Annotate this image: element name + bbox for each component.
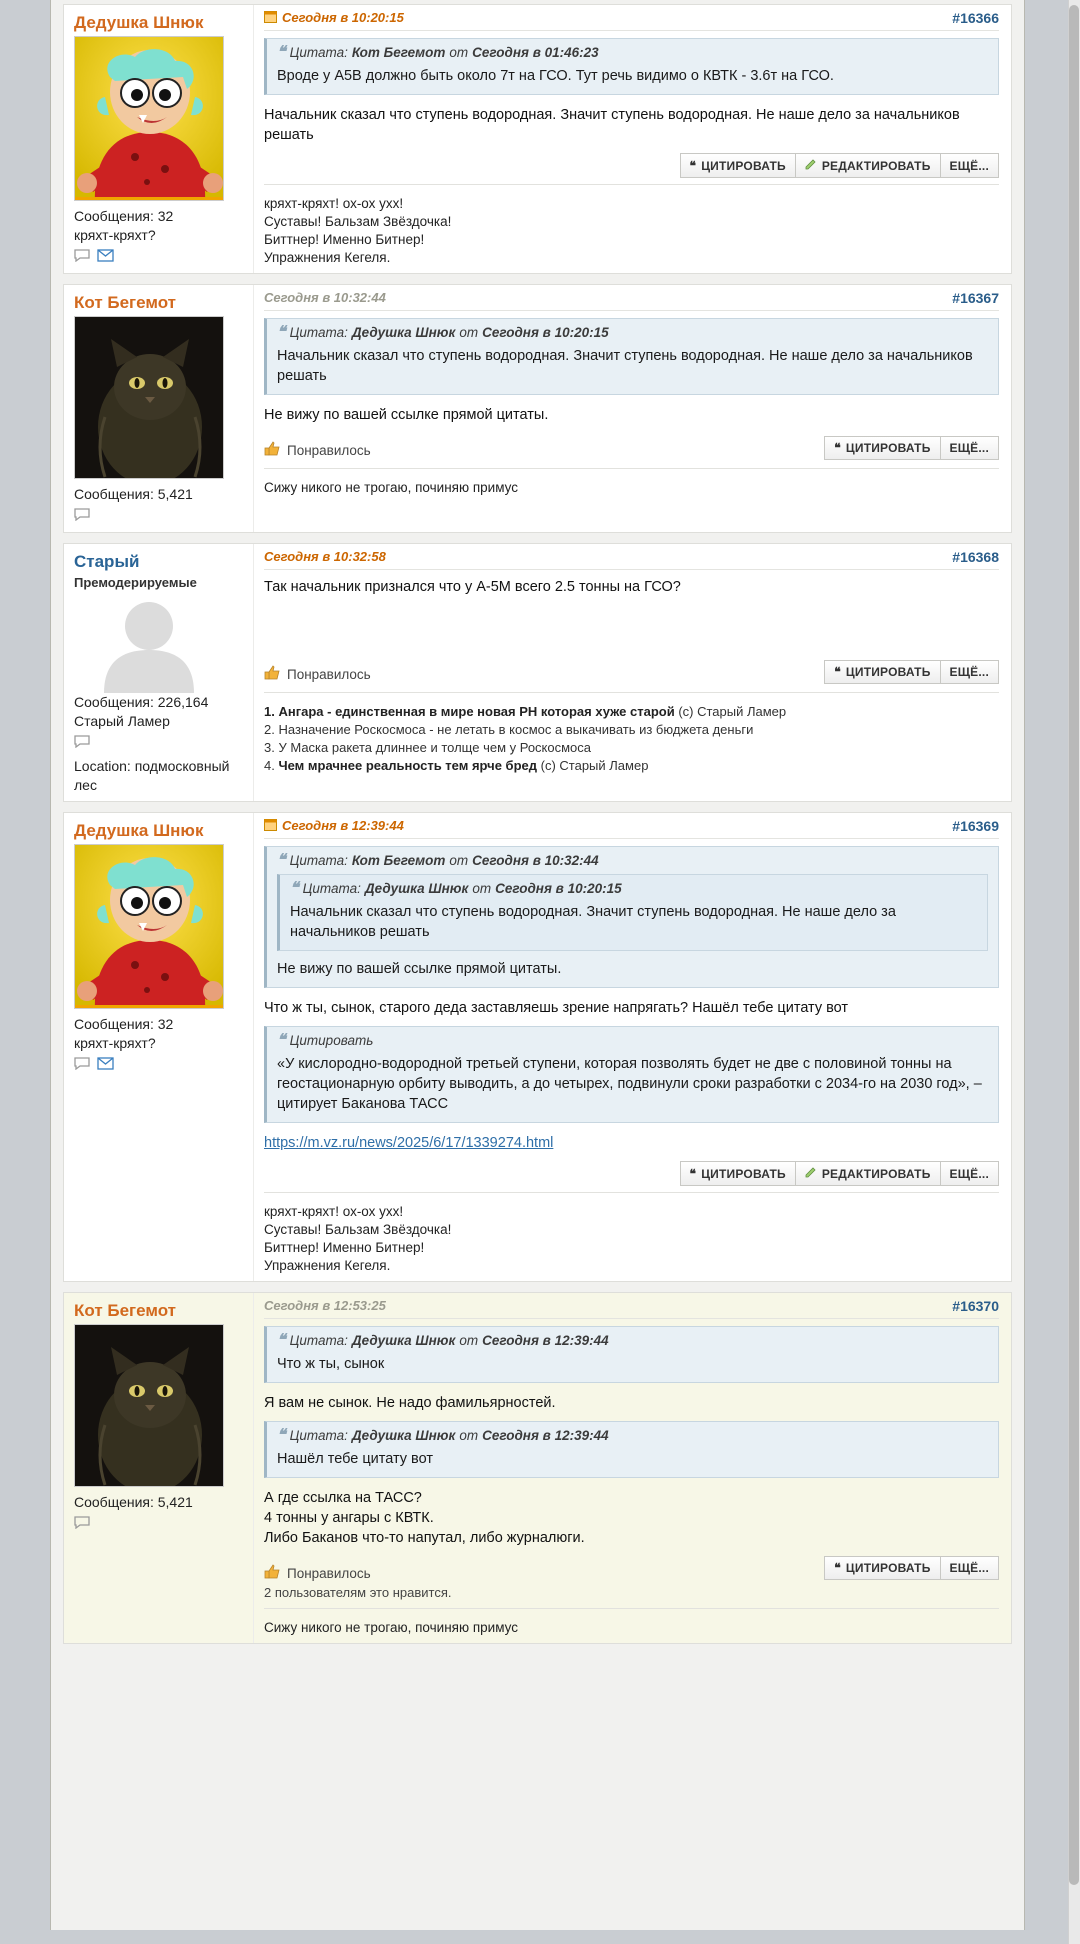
quote-author[interactable]: Кот Бегемот bbox=[351, 853, 446, 868]
comment-bubble-icon[interactable] bbox=[74, 249, 90, 267]
post-date: Сегодня в 12:53:25 bbox=[264, 1298, 386, 1313]
quote-block bbox=[264, 846, 999, 988]
post-message-count: Сообщения: 5,421 bbox=[74, 486, 193, 502]
post-username[interactable]: Дедушка Шнюк bbox=[74, 821, 204, 840]
comment-bubble-icon[interactable] bbox=[74, 735, 90, 753]
quote-header bbox=[277, 45, 988, 60]
quote-block bbox=[264, 38, 999, 95]
signature-tail: (с) Старый Ламер bbox=[678, 704, 787, 719]
message-line: А где ссылка на ТАСС? bbox=[264, 1490, 422, 1506]
like-label: Понравилось bbox=[287, 443, 371, 458]
post-header bbox=[264, 285, 999, 311]
quote-date: Сегодня в 12:39:44 bbox=[482, 1428, 609, 1443]
quote-icon: ❝ bbox=[277, 1332, 286, 1349]
quote-header bbox=[277, 1333, 988, 1348]
post-username[interactable]: Дедушка Шнюк bbox=[74, 13, 204, 32]
signature-line: Биттнер! Именно Битнер! bbox=[264, 232, 425, 247]
more-button-label: ЕЩЁ... bbox=[949, 1561, 989, 1575]
more-button[interactable] bbox=[940, 1556, 999, 1580]
like-block bbox=[264, 1556, 451, 1600]
post-message-2 bbox=[264, 1488, 999, 1548]
comment-bubble-icon[interactable] bbox=[74, 1516, 90, 1534]
post-content bbox=[254, 5, 1011, 273]
quote-label: Цитата: bbox=[302, 881, 361, 896]
post-date-row bbox=[264, 1298, 386, 1313]
signature-text: У Маска ракета длиннее и толще чем у Роскосмоса bbox=[278, 740, 592, 755]
quote-label: Цитата: bbox=[289, 325, 348, 340]
post-number[interactable]: #16367 bbox=[952, 289, 999, 306]
quote-button-label: ЦИТИРОВАТЬ bbox=[701, 1166, 786, 1181]
user-icons bbox=[74, 1516, 243, 1534]
signature-line: Упражнения Кегеля. bbox=[264, 1258, 391, 1273]
post-message-count: Сообщения: 226,164 bbox=[74, 694, 209, 710]
quote-text: Что ж ты, сынок bbox=[277, 1356, 385, 1372]
post-message: Начальник сказал что ступень водородная. Значит ступень водородная. Не наше дело за начальников решать bbox=[264, 107, 960, 143]
post-actions bbox=[825, 660, 999, 684]
quote-label: Цитата: bbox=[289, 853, 348, 868]
quote-button-label: ЦИТИРОВАТЬ bbox=[845, 664, 931, 679]
quote-author[interactable]: Дедушка Шнюк bbox=[351, 1333, 456, 1348]
edit-icon bbox=[805, 1166, 817, 1181]
quote-text: Начальник сказал что ступень водородная. Значит ступень водородная. Не наше дело за начальников решать bbox=[277, 348, 973, 384]
post-userbox bbox=[64, 285, 254, 532]
more-button[interactable] bbox=[940, 153, 999, 178]
signature-line: кряхт-кряхт! ох-ох ухх! bbox=[264, 1204, 404, 1219]
quote-author[interactable]: Дедушка Шнюк bbox=[351, 325, 456, 340]
quote-from: от bbox=[449, 853, 469, 868]
post-message: Что ж ты, сынок, старого деда заставляешь зрение напрягать? Нашёл тебе цитату вот bbox=[264, 1000, 849, 1016]
signature-line bbox=[264, 757, 999, 775]
like-label: Понравилось bbox=[287, 1566, 371, 1581]
post-username[interactable]: Старый bbox=[74, 552, 140, 571]
signature-line: Суставы! Бальзам Звёздочка! bbox=[264, 214, 452, 229]
edit-button-label: РЕДАКТИРОВАТЬ bbox=[821, 158, 931, 173]
signature-number: 2. bbox=[264, 722, 275, 737]
post-user-subtitle: кряхт-кряхт? bbox=[74, 227, 156, 243]
quote-icon: ❝ bbox=[277, 1032, 286, 1049]
signature bbox=[264, 1619, 999, 1637]
quote-label: Цитировать bbox=[289, 1033, 374, 1048]
signature bbox=[264, 1203, 999, 1275]
quote-from: от bbox=[449, 45, 469, 60]
post-date-row bbox=[264, 818, 404, 834]
quote-icon: ❝ bbox=[277, 1427, 286, 1444]
like-row[interactable] bbox=[264, 1564, 451, 1583]
thumbs-up-icon bbox=[264, 441, 281, 460]
like-label: Понравилось bbox=[287, 667, 371, 682]
post-content bbox=[254, 1293, 1011, 1643]
quote-icon: ❝ bbox=[277, 852, 286, 869]
quote-icon: ❝ bbox=[689, 158, 697, 173]
avatar-placeholder[interactable] bbox=[74, 598, 224, 693]
quote-date: Сегодня в 01:46:23 bbox=[472, 45, 599, 60]
post-user-location: Location: подмосковный лес bbox=[74, 758, 230, 793]
signature-line bbox=[264, 739, 999, 757]
quote-date: Сегодня в 10:32:44 bbox=[472, 853, 599, 868]
quote-icon: ❝ bbox=[834, 1561, 841, 1575]
quote-label: Цитата: bbox=[289, 1333, 348, 1348]
quote-block-2 bbox=[264, 1026, 999, 1123]
comment-bubble-icon[interactable] bbox=[74, 508, 90, 526]
post bbox=[63, 543, 1012, 802]
signature-line bbox=[264, 703, 999, 721]
quote-author[interactable]: Дедушка Шнюк bbox=[364, 881, 469, 896]
post-user-title: Премодерируемые bbox=[74, 575, 197, 590]
quote-icon: ❝ bbox=[834, 664, 841, 679]
post-message: Я вам не сынок. Не надо фамильярностей. bbox=[264, 1395, 556, 1411]
user-icons bbox=[74, 249, 243, 267]
edit-button[interactable] bbox=[795, 1161, 941, 1186]
more-button-label: ЕЩЁ... bbox=[949, 440, 989, 455]
post-date: Сегодня в 10:32:44 bbox=[264, 290, 386, 305]
post-number[interactable]: #16369 bbox=[952, 817, 999, 834]
quote-button-label: ЦИТИРОВАТЬ bbox=[845, 1561, 931, 1575]
quote-block-2 bbox=[264, 1421, 999, 1478]
edit-button[interactable] bbox=[795, 153, 941, 178]
quote-text: Нашёл тебе цитату вот bbox=[277, 1451, 433, 1467]
post-header bbox=[264, 544, 999, 570]
signature-line: Биттнер! Именно Битнер! bbox=[264, 1240, 425, 1255]
post-header bbox=[264, 1293, 999, 1319]
page-scrollbar[interactable] bbox=[1068, 0, 1080, 1944]
post-actions bbox=[264, 1161, 999, 1193]
quote-button[interactable] bbox=[824, 660, 940, 684]
quote-text: «У кислородно-водородной третьей ступени, которая позволять будет не две с половиной тонны на геостационарную орбиту выводить, а до четырех, подвинули сроки разработки с 2034-го на 2030 год», – цитирует Баканова ТАСС bbox=[277, 1056, 982, 1112]
nested-quote-block bbox=[277, 874, 988, 951]
signature-line: кряхт-кряхт! ох-ох ухх! bbox=[264, 196, 404, 211]
quote-text: Вроде у А5В должно быть около 7т на ГСО. Тут речь видимо о КВТК - 3.6т на ГСО. bbox=[277, 68, 834, 84]
post-header bbox=[264, 813, 999, 839]
avatar[interactable] bbox=[74, 316, 224, 479]
post-number[interactable]: #16368 bbox=[952, 548, 999, 565]
message-line: Либо Баканов что-то напутал, либо журналюги. bbox=[264, 1530, 585, 1546]
quote-icon: ❝ bbox=[834, 440, 841, 455]
post-date-row bbox=[264, 290, 386, 305]
post-header bbox=[264, 5, 999, 31]
post-date-row bbox=[264, 549, 386, 564]
quote-label: Цитата: bbox=[289, 1428, 348, 1443]
post-date: Сегодня в 12:39:44 bbox=[282, 818, 404, 833]
post-userbox bbox=[64, 813, 254, 1281]
quote-button[interactable] bbox=[680, 1161, 796, 1186]
post-user-subtitle: Старый Ламер bbox=[74, 713, 170, 729]
thumbs-up-icon bbox=[264, 665, 281, 684]
quote-from: от bbox=[459, 1333, 479, 1348]
post bbox=[63, 4, 1012, 274]
post-actions bbox=[264, 153, 999, 185]
user-icons bbox=[74, 508, 243, 526]
quote-author[interactable]: Дедушка Шнюк bbox=[351, 1428, 456, 1443]
more-button-label: ЕЩЁ... bbox=[949, 1166, 989, 1181]
quote-icon: ❝ bbox=[277, 44, 286, 61]
more-button[interactable] bbox=[940, 660, 999, 684]
source-link[interactable]: https://m.vz.ru/news/2025/6/17/1339274.html bbox=[264, 1135, 554, 1151]
quote-header bbox=[290, 881, 977, 896]
like-row[interactable] bbox=[264, 441, 371, 460]
edit-button-label: РЕДАКТИРОВАТЬ bbox=[821, 1166, 931, 1181]
user-icons bbox=[74, 735, 243, 753]
envelope-icon[interactable] bbox=[97, 249, 114, 267]
post-message-count: Сообщения: 32 bbox=[74, 1016, 174, 1032]
comment-bubble-icon[interactable] bbox=[74, 1057, 90, 1075]
quote-text-after-nested: Не вижу по вашей ссылке прямой цитаты. bbox=[277, 961, 562, 977]
quote-icon: ❝ bbox=[290, 880, 299, 897]
more-button-label: ЕЩЁ... bbox=[949, 158, 989, 173]
quote-block bbox=[264, 318, 999, 395]
signature-line: Суставы! Бальзам Звёздочка! bbox=[264, 1222, 452, 1237]
quote-button-label: ЦИТИРОВАТЬ bbox=[845, 440, 931, 455]
more-button[interactable] bbox=[940, 436, 999, 460]
quote-label: Цитата: bbox=[289, 45, 348, 60]
avatar[interactable] bbox=[74, 36, 224, 201]
post-content bbox=[254, 285, 1011, 532]
post-userbox bbox=[64, 1293, 254, 1643]
post-date: Сегодня в 10:32:58 bbox=[264, 549, 386, 564]
scrollbar-thumb[interactable] bbox=[1069, 5, 1079, 1885]
quote-block bbox=[264, 1326, 999, 1383]
quote-date: Сегодня в 10:20:15 bbox=[495, 881, 622, 896]
quote-button[interactable] bbox=[824, 1556, 940, 1580]
post-userbox bbox=[64, 5, 254, 273]
signature-line bbox=[264, 721, 999, 739]
left-gutter bbox=[0, 0, 50, 1944]
post-message-count: Сообщения: 32 bbox=[74, 208, 174, 224]
edit-icon bbox=[805, 158, 817, 173]
quote-date: Сегодня в 10:20:15 bbox=[482, 325, 609, 340]
more-button-label: ЕЩЁ... bbox=[949, 664, 989, 679]
post bbox=[63, 1292, 1012, 1644]
post-number[interactable]: #16366 bbox=[952, 9, 999, 26]
post-actions bbox=[825, 1556, 999, 1580]
avatar[interactable] bbox=[74, 1324, 224, 1487]
post-user-subtitle: кряхт-кряхт? bbox=[74, 1035, 156, 1051]
signature-number: 3. bbox=[264, 740, 275, 755]
post-userbox bbox=[64, 544, 254, 801]
quote-icon: ❝ bbox=[277, 324, 286, 341]
signature-line: Сижу никого не трогаю, починяю примус bbox=[264, 1620, 518, 1635]
post-username[interactable]: Кот Бегемот bbox=[74, 293, 177, 312]
post-date: Сегодня в 10:20:15 bbox=[282, 10, 404, 25]
quote-button-label: ЦИТИРОВАТЬ bbox=[701, 158, 786, 173]
signature bbox=[264, 703, 999, 775]
quote-author[interactable]: Кот Бегемот bbox=[351, 45, 446, 60]
quote-from: от bbox=[472, 881, 492, 896]
quote-button[interactable] bbox=[680, 153, 796, 178]
signature-text: Ангара - единственная в мире новая РН которая хуже старой bbox=[278, 704, 675, 719]
quote-header bbox=[277, 853, 988, 868]
quote-header bbox=[277, 1033, 988, 1048]
quote-date: Сегодня в 12:39:44 bbox=[482, 1333, 609, 1348]
signature-tail: (с) Старый Ламер bbox=[540, 758, 649, 773]
quote-icon: ❝ bbox=[689, 1166, 697, 1181]
signature-number: 1. bbox=[264, 704, 275, 719]
user-icons bbox=[74, 1057, 243, 1075]
signature bbox=[264, 479, 999, 497]
post bbox=[63, 812, 1012, 1282]
envelope-icon[interactable] bbox=[97, 1057, 114, 1075]
post-actions bbox=[825, 436, 999, 460]
quote-button[interactable] bbox=[824, 436, 940, 460]
post-username[interactable]: Кот Бегемот bbox=[74, 1301, 177, 1320]
signature-number: 4. bbox=[264, 758, 275, 773]
quote-from: от bbox=[459, 325, 479, 340]
post bbox=[63, 284, 1012, 533]
message-line: 4 тонны у ангары с КВТК. bbox=[264, 1510, 434, 1526]
post-message: Не вижу по вашей ссылке прямой цитаты. bbox=[264, 407, 549, 423]
post-message-count: Сообщения: 5,421 bbox=[74, 1494, 193, 1510]
signature-line: Сижу никого не трогаю, починяю примус bbox=[264, 480, 518, 495]
quote-text: Начальник сказал что ступень водородная. Значит ступень водородная. Не наше дело за начальников решать bbox=[290, 904, 896, 940]
calendar-icon bbox=[264, 818, 277, 834]
signature bbox=[264, 195, 999, 267]
post-content bbox=[254, 813, 1011, 1281]
post-date-row bbox=[264, 10, 404, 26]
post-message: Так начальник признался что у А-5М всего 2.5 тонны на ГСО? bbox=[264, 579, 681, 595]
like-count: 2 пользователям это нравится. bbox=[264, 1585, 452, 1600]
post-content bbox=[254, 544, 1011, 801]
signature-text: Назначение Роскосмоса - не летать в космос а выкачивать из бюджета деньги bbox=[278, 722, 754, 737]
like-row[interactable] bbox=[264, 665, 371, 684]
quote-from: от bbox=[459, 1428, 479, 1443]
quote-header bbox=[277, 1428, 988, 1443]
signature-text: Чем мрачнее реальность тем ярче бред bbox=[278, 758, 537, 773]
thread-container bbox=[50, 0, 1025, 1930]
quote-header bbox=[277, 325, 988, 340]
more-button[interactable] bbox=[940, 1161, 999, 1186]
thumbs-up-icon bbox=[264, 1564, 281, 1583]
post-number[interactable]: #16370 bbox=[952, 1297, 999, 1314]
calendar-icon bbox=[264, 10, 277, 26]
avatar[interactable] bbox=[74, 844, 224, 1009]
signature-line: Упражнения Кегеля. bbox=[264, 250, 391, 265]
